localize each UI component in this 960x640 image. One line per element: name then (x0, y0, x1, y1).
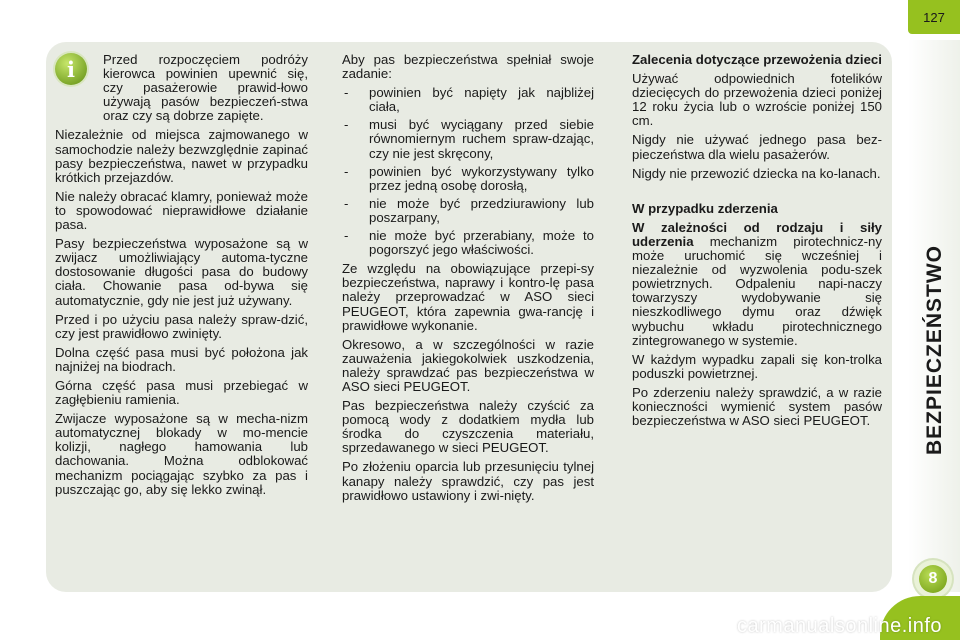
col2-paragraph: Okresowo, a w szczególności w razie zauważenia jakiegokolwiek uszkodzenia, należy sprawdzać pas bezpieczeństwa w ASO sieci PEUGEOT. (342, 336, 594, 394)
heading-collision: W przypadku zderzenia (632, 200, 778, 216)
watermark: carmanualsonline.info (736, 615, 942, 637)
list-item: - nie może być przedziurawiony lub poszarpany, (342, 197, 594, 225)
col1-paragraph: Pasy bezpieczeństwa wyposażone są w zwijacz umożliwiający automa-tyczne dostosowanie długości pasa do budowy ciała. Chowanie pasa od-bywa się automatycznie, gdy nie jest już używany. (55, 236, 308, 308)
col3-lead-paragraph (632, 221, 882, 348)
heading-child-transport: Zalecenia dotyczące przewożenia dzieci (632, 52, 882, 67)
col3-paragraph: Nigdy nie używać jednego pasa bez-pieczeństwa dla wielu pasażerów. (632, 132, 882, 162)
list-item: - musi być wyciągany przed siebie równomiernym ruchem spraw-dzając, czy nie jest skręcony, (342, 118, 594, 160)
col1-paragraph: Nie należy obracać klamry, ponieważ może to spowodować nieprawidłowe działanie pasa. (55, 188, 308, 233)
section-title-vertical (918, 140, 952, 560)
chapter-number: 8 (919, 565, 947, 593)
column-3 (632, 53, 882, 433)
col3-paragraph: W każdym wypadku zapali się kon-trolka poduszki powietrznej. (632, 351, 882, 381)
col1-paragraph: Przed i po użyciu pasa należy spraw-dzić, czy jest prawidłowo zwinięty. (55, 311, 308, 341)
list-item: - nie może być przerabiany, może to pogorszyć jego właściwości. (342, 229, 594, 257)
chapter-badge (914, 560, 952, 598)
info-icon: i (55, 53, 87, 85)
col1-paragraph: Dolna część pasa musi być położona jak najniżej na biodrach. (55, 344, 308, 374)
col1-intro: Przed rozpoczęciem podróży kierowca powinien upewnić się, czy pasażerowie prawid-łowo używają pasów bezpieczeń-stwa oraz czy są dobrze zapięte. (103, 52, 308, 124)
col3-paragraph: Po zderzeniu należy sprawdzić, a w razie konieczności wymienić system pasów bezpieczeństwa w ASO sieci PEUGEOT. (632, 384, 882, 429)
col2-paragraph: Ze względu na obowiązujące przepi-sy bezpieczeństwa, naprawy i kontro-lę pasa należy przeprowadzać w ASO sieci PEUGEOT, która zapewnia gwa-rancję i prawidłowe wykonanie. (342, 261, 594, 333)
page-number: 127 (908, 0, 960, 34)
spacer (632, 186, 882, 202)
list-item: - powinien być wykorzystywany tylko przez jedną osobę dorosłą, (342, 165, 594, 193)
col2-intro: Aby pas bezpieczeństwa spełniał swoje zadanie: (342, 52, 594, 82)
col2-paragraph: Po złożeniu oparcia lub przesunięciu tylnej kanapy należy sprawdzić, czy pas jest prawidłowo ustawiony i zwi-nięty. (342, 459, 594, 503)
list-item: - powinien być napięty jak najbliżej ciała, (342, 86, 594, 114)
col3-paragraph: Nigdy nie przewozić dziecka na ko-lanach. (632, 165, 881, 181)
col1-paragraph: Zwijacze wyposażone są w mecha-nizm automatycznej blokady w mo-mencie kolizji, nagłego hamowania lub dachowania. Można odblokować mechanizm pociągając szybko za pas i puszczając go, aby się lekko zwinął. (55, 411, 308, 497)
col1-paragraph: Niezależnie od miejsca zajmowanego w samochodzie należy bezwzględnie zapinać pasy bezpieczeństwa, nawet w przypadku krótkich przejazdów. (55, 127, 308, 185)
col2-paragraph: Pas bezpieczeństwa należy czyścić za pomocą wody z dodatkiem mydła lub środka do czyszczenia materiału, sprzedawanego w sieci PEUGEOT. (342, 398, 594, 456)
col3-paragraph: Używać odpowiednich fotelików dziecięcych do przewożenia dzieci poniżej 12 roku życia lub o wzroście poniżej 150 cm. (632, 71, 882, 129)
col1-paragraph: Górna część pasa musi przebiegać w zagłębieniu ramienia. (55, 377, 308, 408)
bold-lead: W zależności od rodzaju i siły uderzenia (632, 219, 882, 249)
column-2 (342, 53, 594, 508)
section-title-text: BEZPIECZEŃSTWO (923, 244, 947, 456)
column-1 (55, 53, 308, 502)
lead-rest: mechanizm pirotechnicz-ny może uruchomić się wcześniej i niezależnie od wyzwolenia podu-szek powietrznych. Odpaleniu napi-naczy towarzyszy wydobywanie się nieszkodliwego dymu oraz dźwięk wybuchu wkładu pirotechnicznego zintegrowanego w systemie. (632, 233, 882, 348)
requirements-list (342, 86, 594, 257)
